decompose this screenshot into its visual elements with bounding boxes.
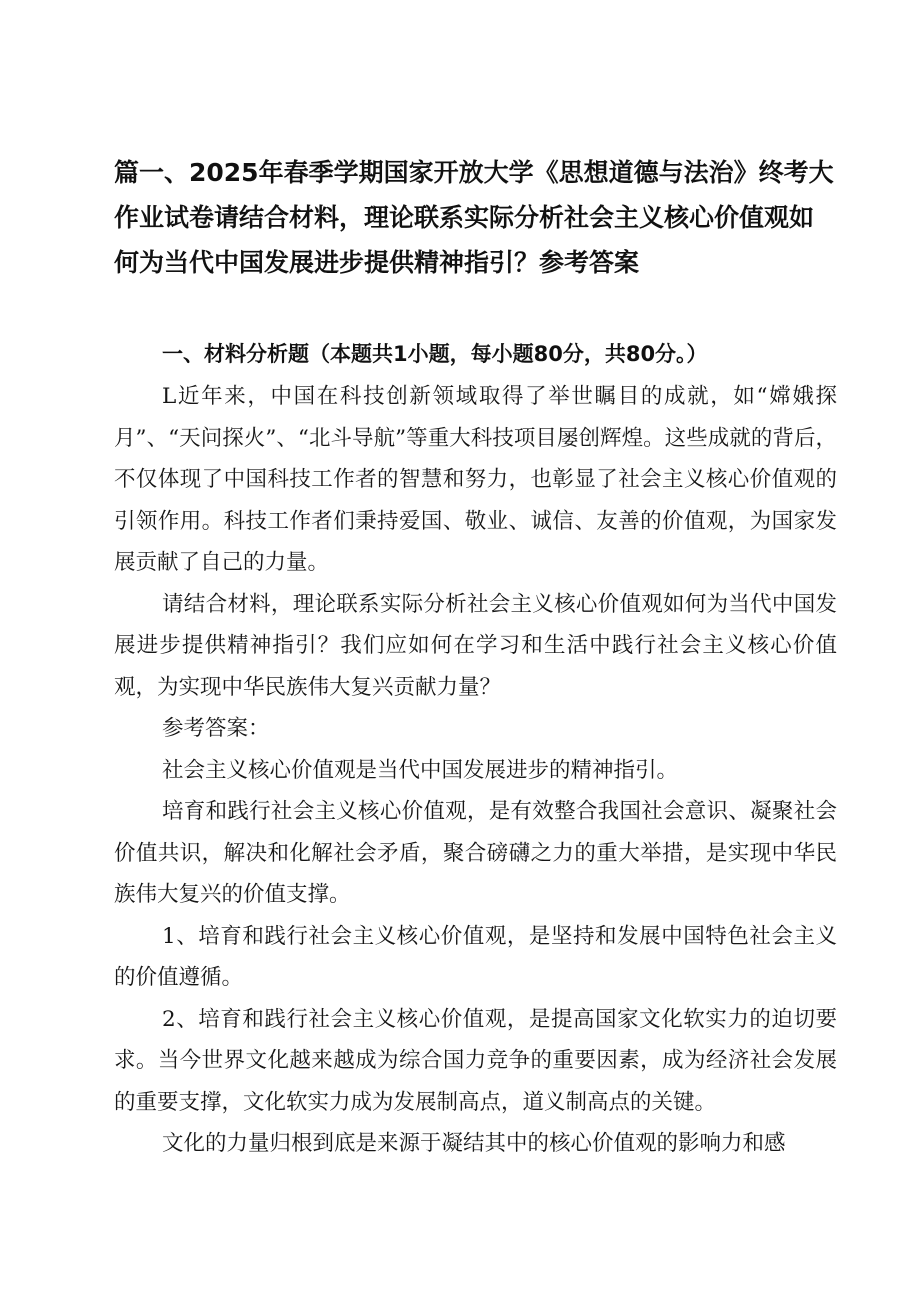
document-body bbox=[114, 376, 837, 1165]
section-heading: 一、材料分析题（本题共1小题，每小题80分，共80分。） bbox=[162, 342, 708, 366]
document-title: 篇一、2025年春季学期国家开放大学《思想道德与法治》终考大作业试卷请结合材料，理论联系实际分析社会主义核心价值观如何为当代中国发展进步提供精神指引？参考答案 bbox=[114, 158, 834, 277]
answer-paragraph: 社会主义核心价值观是当代中国发展进步的精神指引。 bbox=[162, 757, 679, 783]
question-paragraph: 请结合材料，理论联系实际分析社会主义核心价值观如何为当代中国发展进步提供精神指引？我们应如何在学习和生活中践行社会主义核心价值观，为实现中华民族伟大复兴贡献力量？ bbox=[114, 591, 837, 700]
answer-point-2: 2、培育和践行社会主义核心价值观，是提高国家文化软实力的迫切要求。当今世界文化越来越成为综合国力竞争的重要因素，成为经济社会发展的重要支撑，文化软实力成为发展制高点，道义制高点的关键。 bbox=[114, 1006, 837, 1115]
material-paragraph: L近年来，中国在科技创新领域取得了举世瞩目的成就，如“嫦娥探月”、“天问探火”、“北斗导航”等重大科技项目屡创辉煌。这些成就的背后，不仅体现了中国科技工作者的智慧和努力，也彰显了社会主义核心价值观的引领作用。科技工作者们秉持爱国、敬业、诚信、友善的价值观，为国家发展贡献了自己的力量。 bbox=[114, 384, 837, 575]
answer-label: 参考答案： bbox=[162, 716, 270, 741]
answer-paragraph: 文化的力量归根到底是来源于凝结其中的核心价值观的影响力和感 bbox=[162, 1131, 786, 1156]
answer-paragraph: 培育和践行社会主义核心价值观，是有效整合我国社会意识、凝聚社会价值共识，解决和化解社会矛盾，聚合磅礴之力的重大举措，是实现中华民族伟大复兴的价值支撑。 bbox=[114, 799, 837, 907]
answer-point-1: 1、培育和践行社会主义核心价值观，是坚持和发展中国特色社会主义的价值遵循。 bbox=[114, 923, 837, 990]
